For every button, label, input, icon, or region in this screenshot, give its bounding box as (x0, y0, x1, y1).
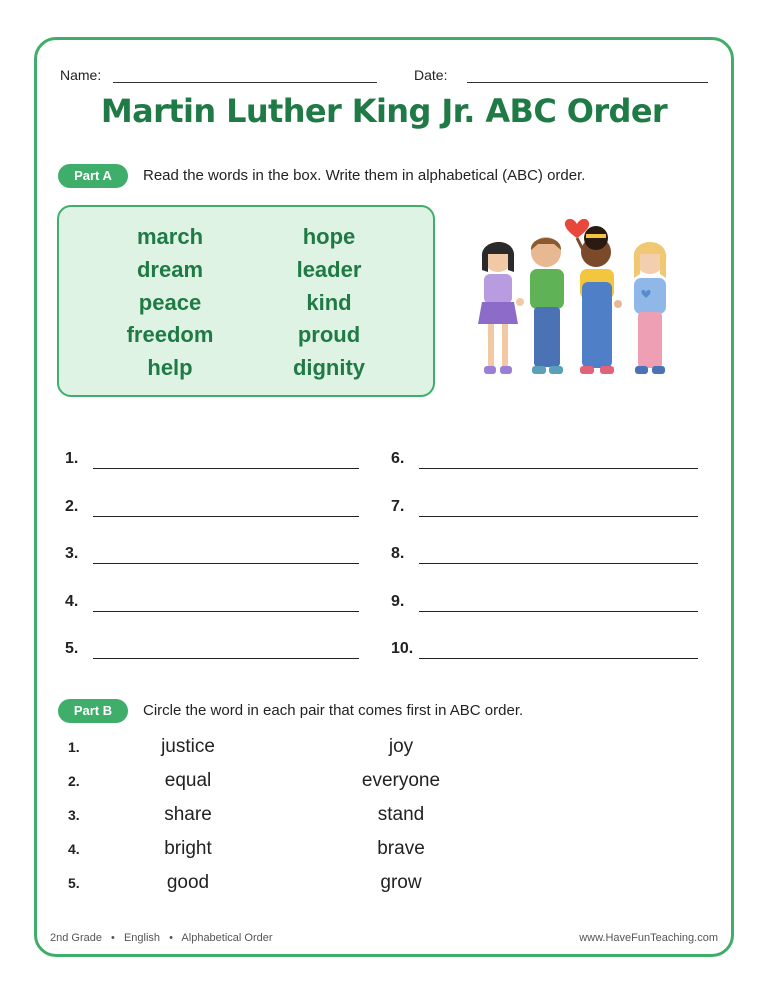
pair-word-option[interactable]: everyone (361, 770, 441, 791)
answer-number: 3. (65, 545, 79, 562)
answer-line[interactable] (419, 516, 698, 517)
answer-number: 1. (65, 450, 79, 467)
footer-tag-grade: 2nd Grade (50, 932, 102, 944)
pair-number: 4. (68, 841, 80, 857)
name-label: Name: (60, 67, 102, 83)
pair-word-option[interactable]: good (166, 872, 210, 893)
pair-word-option[interactable]: bright (164, 838, 212, 859)
answer-line[interactable] (419, 658, 698, 659)
worksheet-title: Martin Luther King Jr. ABC Order (100, 92, 668, 130)
answer-line[interactable] (93, 563, 359, 564)
word-box-item: hope (302, 224, 356, 249)
footer-separator: • (169, 932, 173, 944)
answer-number: 7. (391, 498, 405, 515)
footer-site-link[interactable]: www.HaveFunTeaching.com (579, 932, 718, 944)
part-a-badge: Part A (58, 164, 128, 188)
footer-tag-topic: Alphabetical Order (181, 932, 273, 944)
pair-word-option[interactable]: share (164, 804, 212, 825)
word-box-item: proud (297, 322, 361, 347)
part-a-instruction: Read the words in the box. Write them in alphabetical (ABC) order. (143, 167, 586, 184)
date-line[interactable] (467, 82, 708, 83)
answer-number: 6. (391, 450, 405, 467)
date-label: Date: (414, 67, 448, 83)
footer-tags (50, 932, 273, 944)
pair-word-option[interactable]: joy (388, 736, 414, 757)
answer-number: 4. (65, 593, 79, 610)
answer-line[interactable] (93, 611, 359, 612)
answer-number: 5. (65, 640, 79, 657)
answer-number: 8. (391, 545, 405, 562)
pair-number: 1. (68, 739, 80, 755)
pair-number: 3. (68, 807, 80, 823)
answer-number: 2. (65, 498, 79, 515)
answer-number: 10. (391, 640, 414, 657)
word-box-item: leader (296, 257, 362, 282)
footer-tag-subject: English (123, 932, 161, 944)
answer-line[interactable] (419, 468, 698, 469)
answer-line[interactable] (93, 468, 359, 469)
pair-number: 2. (68, 773, 80, 789)
pair-word-option[interactable]: justice (161, 736, 215, 757)
word-box-item: dream (136, 257, 204, 282)
answer-line[interactable] (419, 563, 698, 564)
pair-word-option[interactable]: stand (377, 804, 425, 825)
answer-line[interactable] (93, 516, 359, 517)
pair-word-option[interactable]: equal (164, 770, 212, 791)
answer-line[interactable] (93, 658, 359, 659)
answer-line[interactable] (419, 611, 698, 612)
word-box-item: help (147, 355, 193, 380)
pair-number: 5. (68, 875, 80, 891)
word-box-item: peace (138, 290, 202, 315)
pair-word-option[interactable]: grow (380, 872, 422, 893)
children-illustration (468, 212, 698, 388)
answer-number: 9. (391, 593, 405, 610)
word-box-item: dignity (292, 355, 366, 380)
part-b-instruction: Circle the word in each pair that comes first in ABC order. (143, 702, 524, 719)
word-box-item: march (136, 224, 204, 249)
word-box-item: kind (306, 290, 352, 315)
name-line[interactable] (113, 82, 377, 83)
word-box-item: freedom (126, 322, 214, 347)
footer-separator: • (111, 932, 115, 944)
pair-word-option[interactable]: brave (377, 838, 425, 859)
part-b-badge: Part B (58, 699, 128, 723)
